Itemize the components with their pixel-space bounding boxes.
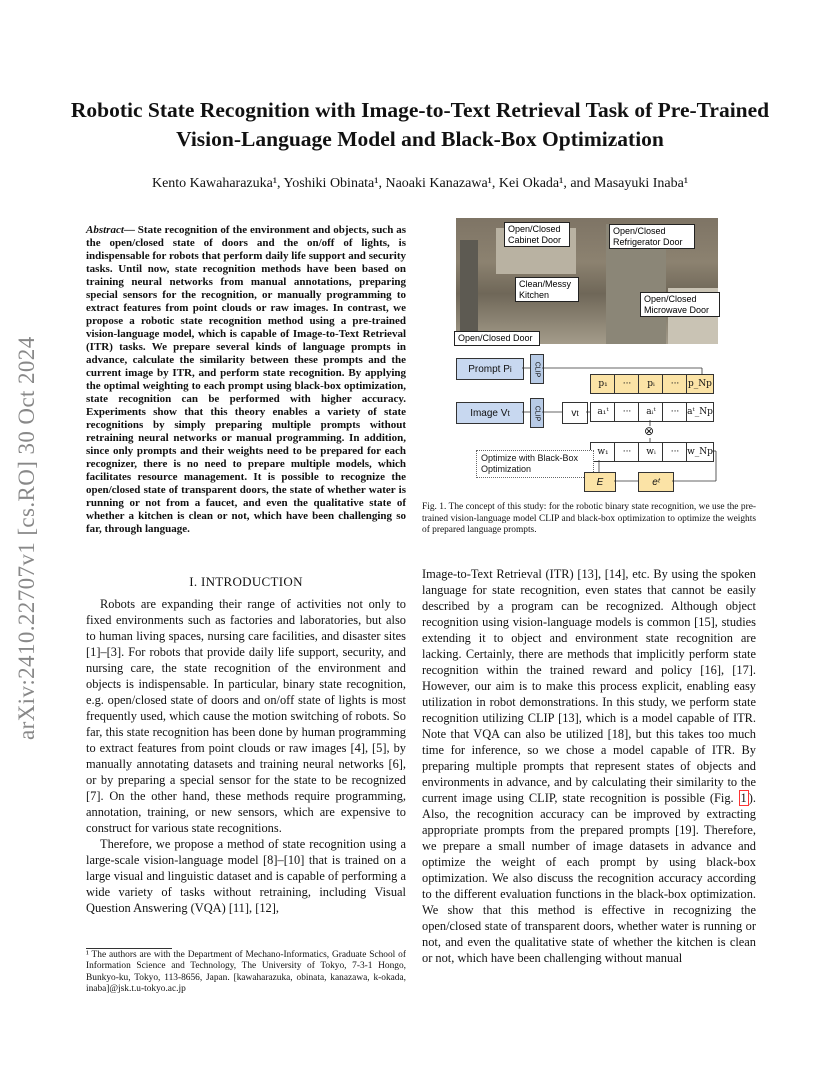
- clip-text-encoder: CLIP: [530, 354, 544, 384]
- intro-paragraph-2: Therefore, we propose a method of state recognition using a large-scale vision-language model [8]–[10] that is trained on a large visual and linguistic dataset and is capable of performing a wide variety of tasks without retraining, including Visual Question Answering (VQA) [11], [12],: [86, 837, 406, 915]
- w-cell-1: w₁: [590, 442, 616, 462]
- figure-1: [452, 218, 720, 494]
- figure-reference-link[interactable]: 1: [740, 791, 747, 805]
- figure-arrows: [452, 218, 720, 494]
- p-cell-4: ···: [662, 374, 688, 394]
- author-list: Kento Kawaharazuka¹, Yoshiki Obinata¹, Naoaki Kanazawa¹, Kei Okada¹, and Masayuki Inaba¹: [151, 176, 689, 191]
- abstract: [86, 224, 406, 536]
- p-cell-5: p_Np: [686, 374, 714, 394]
- et-box: eᵗ: [638, 472, 674, 492]
- image-box: Image V t: [456, 402, 524, 424]
- a-cell-5: aᵗ_Np: [686, 402, 714, 422]
- a-cell-1: a₁ᵗ: [590, 402, 616, 422]
- figure-caption: Fig. 1. The concept of this study: for the robotic binary state recognition, we use the pre-trained vision-language model CLIP and black-box optimization to optimize the weights of prepared language prompts.: [422, 502, 756, 535]
- footnote-rule: [86, 948, 172, 949]
- abstract-label: Abstract: [86, 224, 124, 236]
- e-box: E: [584, 472, 616, 492]
- a-cell-2: ···: [614, 402, 640, 422]
- label-cabinet: Open/Closed Cabinet Door: [504, 222, 570, 247]
- intro-right-column: [422, 566, 756, 966]
- label-kitchen: Clean/Messy Kitchen: [515, 277, 579, 302]
- footnote: ¹ The authors are with the Department of Mechano-Informatics, Graduate School of Information Science and Technology, The University of Tokyo, 7-3-1 Hongo, Bunkyo-ku, Tokyo, 113-8656, Japan. [kawaharazuka, obinata, kanazawa, k-okada, inaba]@jsk.t.u-tokyo.ac.jp: [86, 950, 406, 994]
- paper-title: Robotic State Recognition with Image-to-Text Retrieval Task of Pre-Trained Vision-Language Model and Black-Box Optimization: [70, 98, 770, 151]
- prompt-box: Prompt P i: [456, 358, 524, 380]
- multiply-icon: ⊗: [644, 424, 655, 438]
- w-cell-4: ···: [662, 442, 688, 462]
- w-cell-5: w_Np: [686, 442, 714, 462]
- label-door: Open/Closed Door: [454, 331, 540, 346]
- p-cell-3: pᵢ: [638, 374, 664, 394]
- w-cell-3: wᵢ: [638, 442, 664, 462]
- clip-image-encoder: CLIP: [530, 398, 544, 428]
- a-cell-4: ···: [662, 402, 688, 422]
- intro-paragraph-1: Robots are expanding their range of activities not only to fixed environments such as factories and laboratories, but also to human living spaces, nursing care facilities, and disaster sites [1]–[3]. For robots that provide daily life support, security, and nursing care, the state recognition of the environment and objects is indispensable. In particular, binary state recognition, e.g. open/closed state of doors and on/off state of lights is most frequently used, which cause the motion switching of robots. So far, this state recognition has been done by human programming to extract features from point clouds or raw images [4], [5], by manually annotating datasets and training neural networks [6], or by preparing a special sensor for the state to be recognized [7]. On the other hand, these methods require programming, annotation, training, or new sensors, which are expensive to construct for various state recognitions.: [86, 597, 406, 835]
- w-cell-2: ···: [614, 442, 640, 462]
- abstract-text: — State recognition of the environment and objects, such as the open/closed state of doors and the on/off of lights, is indispensable for robots that perform daily life support and security tasks. Until now, state recognition methods have been based on training neural networks from manual annotations, preparing special sensors for the recognition, or manually programming to extract features from point clouds or raw images. In contrast, we propose a robotic state recognition method using a pre-trained vision-language model, which is capable of Image-to-Text Retrieval (ITR) tasks. We prepare several kinds of language prompts in advance, calculate the similarity between these prompts and the current image by ITR, and perform state recognition. By applying the optimal weighting to each prompt using black-box optimization, state recognition can be performed with higher accuracy. Experiments show that this theory enables a variety of state recognitions by simply preparing multiple prompts without retraining neural networks or manual programming. In addition, since only prompts and their weights need to be prepared for each recognizer, there is no need to prepare multiple models, which facilitates resource management. It is possible to recognize the open/closed state of transparent doors, the state of whether water is running or not from a faucet, and even the qualitative state of whether a kitchen is clean or not, which have been challenging so far, through language.: [86, 224, 406, 535]
- arxiv-identifier: arXiv:2410.22707v1 [cs.RO] 30 Oct 2024: [14, 336, 39, 740]
- right-paragraph: Image-to-Text Retrieval (ITR) [13], [14], etc. By using the spoken language for state recognition, even states that cannot be easily described by a program can be recognized. Although object recognition using vision-language models is common [15], studies extending it to object and environment state recognition are lacking. Certainly, there are methods that implicitly perform state recognition within the trained reward and policy [16], [17]. However, our aim is to make this process explicit, enabling easy utilization in robot demonstrations. In this study, we perform state recognition utilizing CLIP [13], which is a model capable of ITR. Note that VQA can also be utilized [18], but this takes too much time for inference, so we chose a model capable of ITR. By preparing multiple prompts that represent states of objects and environments in advance, and by calculating their similarity to the current image using CLIP, state recognition is possible (Fig. 1 ). Also, the recognition accuracy can be improved by extracting appropriate prompts from the prepared prompts [19]. Therefore, we prepare a small number of image datasets in advance and optimize the weight of each prompt by using black-box optimization. We also discuss the recognition accuracy according to the different evaluation functions in the black-box optimization. We show that this method is effective in recognizing the open/closed state of transparent doors, whether water is running or not, and even the qualitative state of whether the kitchen is clean or not, which have been challenging without manual: [422, 567, 756, 965]
- p-cell-2: ···: [614, 374, 640, 394]
- a-cell-3: aᵢᵗ: [638, 402, 664, 422]
- label-microwave: Open/Closed Microwave Door: [640, 292, 720, 317]
- label-fridge: Open/Closed Refrigerator Door: [609, 224, 695, 249]
- optimize-label: Optimize with Black-Box Optimization: [476, 450, 594, 478]
- intro-left-column: [86, 596, 406, 916]
- vt-box: v t: [562, 402, 588, 424]
- p-cell-1: p₁: [590, 374, 616, 394]
- section-heading: I. INTRODUCTION: [189, 574, 303, 589]
